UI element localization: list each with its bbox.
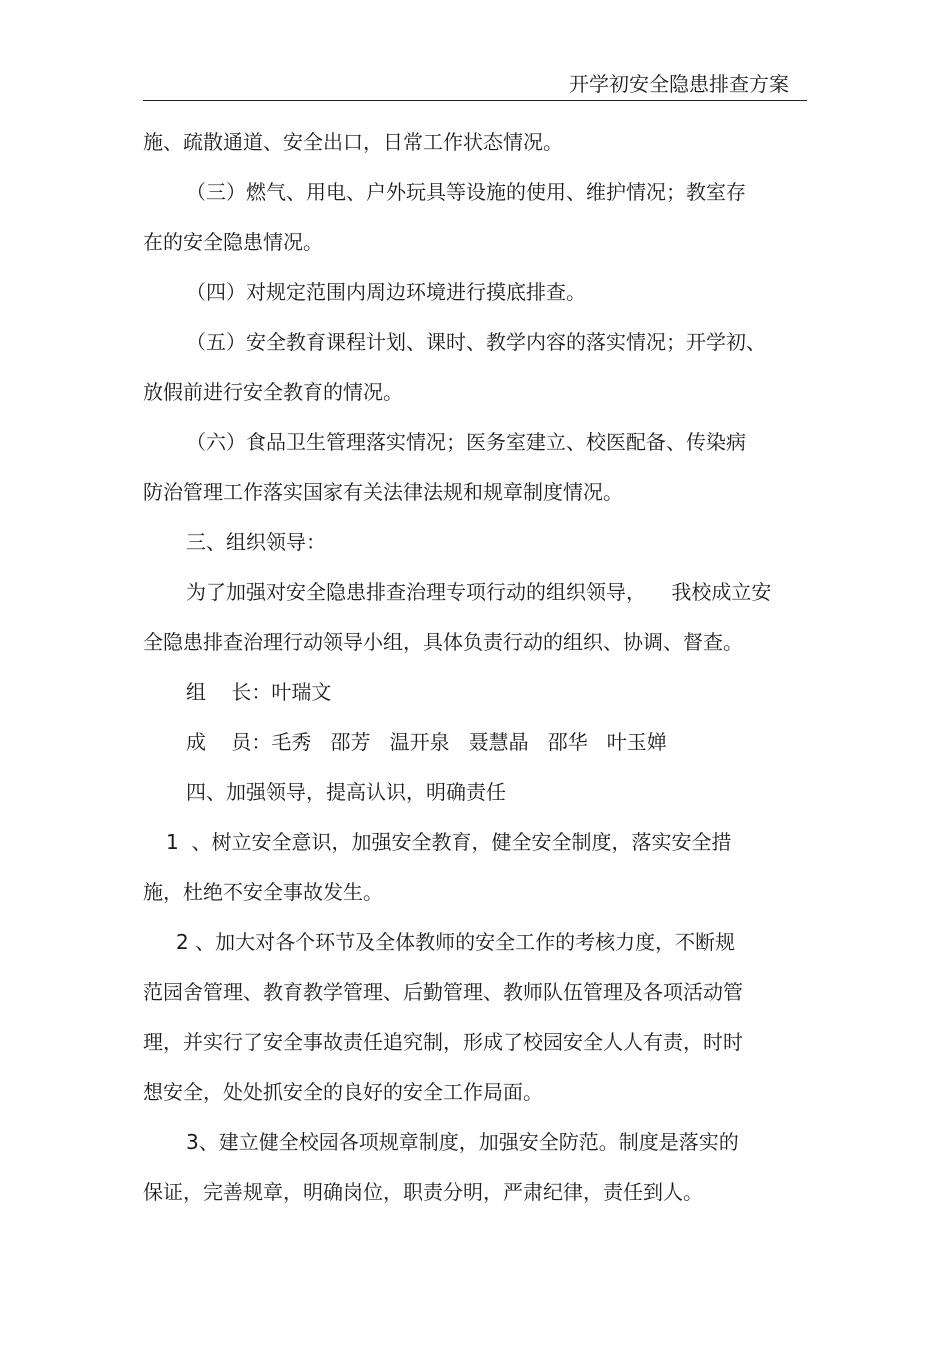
- body-line: 理，并实行了安全事故责任追究制，形成了校园安全人人有责，时时: [143, 1030, 743, 1054]
- body-line: 放假前进行安全教育的情况。: [143, 380, 403, 404]
- body-line: 全隐患排查治理行动领导小组，具体负责行动的组织、协调、督查。: [143, 630, 743, 654]
- document-title: 开学初安全隐患排查方案: [569, 72, 789, 96]
- team-leader-line: 组 长：叶瑞文: [186, 680, 332, 704]
- body-line: 施，杜绝不安全事故发生。: [143, 880, 383, 904]
- section-heading: 四、加强领导，提高认识，明确责任: [186, 780, 506, 804]
- body-line: （四）对规定范围内周边环境进行摸底排查。: [186, 280, 586, 304]
- body-line: 保证，完善规章，明确岗位，职责分明，严肃纪律，责任到人。: [143, 1180, 703, 1204]
- body-line: 1 、树立安全意识，加强安全教育，健全安全制度，落实安全措: [166, 830, 732, 854]
- body-line: 2 、加大对各个环节及全体教师的安全工作的考核力度，不断规: [176, 930, 736, 954]
- body-line: 为了加强对安全隐患排查治理专项行动的组织领导， 我校成立安: [186, 580, 772, 604]
- body-line: 想安全，处处抓安全的良好的安全工作局面。: [143, 1080, 543, 1104]
- body-line: 施、疏散通道、安全出口，日常工作状态情况。: [143, 130, 563, 154]
- team-members-line: 成 员：毛秀 邵芳 温开泉 聂慧晶 邵华 叶玉婵: [186, 730, 667, 754]
- body-line: 防治管理工作落实国家有关法律法规和规章制度情况。: [143, 480, 623, 504]
- body-line: 在的安全隐患情况。: [143, 230, 323, 254]
- body-line: 范园舍管理、教育教学管理、后勤管理、教师队伍管理及各项活动管: [143, 980, 743, 1004]
- body-line: （五）安全教育课程计划、课时、教学内容的落实情况；开学初、: [186, 330, 766, 354]
- section-heading: 三、组织领导：: [186, 530, 326, 554]
- header-divider: [143, 100, 807, 101]
- body-line: （六）食品卫生管理落实情况；医务室建立、校医配备、传染病: [186, 430, 746, 454]
- body-line: 3、建立健全校园各项规章制度，加强安全防范。制度是落实的: [186, 1130, 739, 1154]
- body-line: （三）燃气、用电、户外玩具等设施的使用、维护情况；教室存: [186, 180, 746, 204]
